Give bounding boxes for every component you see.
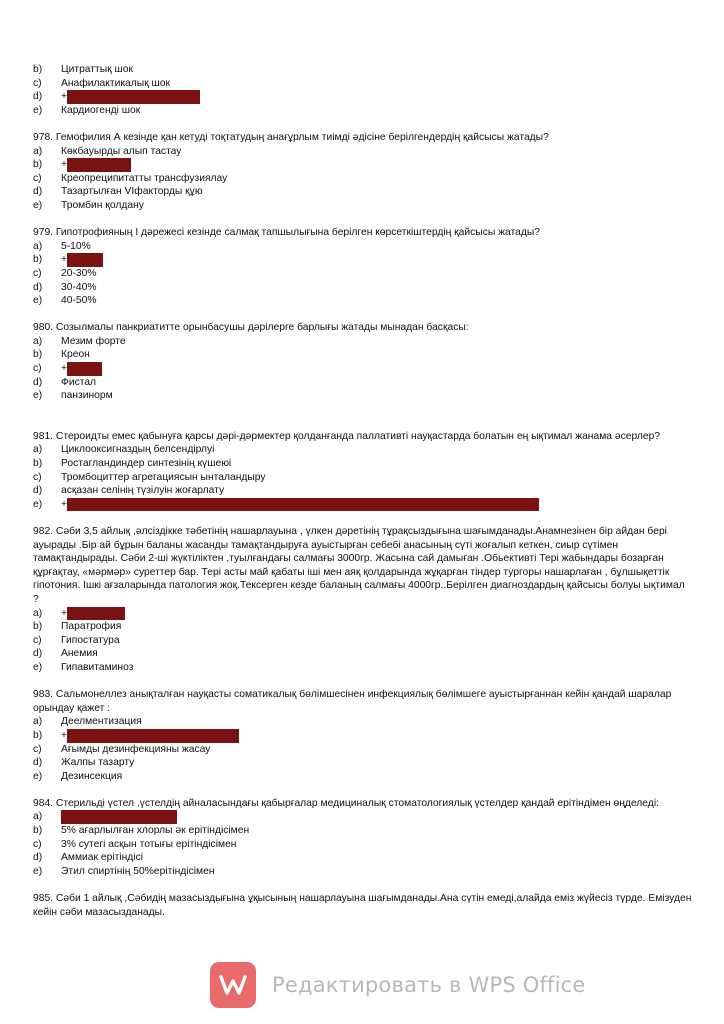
- option-label: b): [33, 349, 43, 361]
- option-row: [33, 199, 693, 213]
- option-label: e): [33, 498, 43, 510]
- correct-answer-highlight: Пепсин: [67, 363, 103, 375]
- option-row: [33, 362, 693, 376]
- option-row: [33, 634, 693, 648]
- option-text: Деелментизация: [61, 716, 142, 728]
- option-row: [33, 457, 693, 471]
- option-label: d): [33, 91, 43, 103]
- option-label: b): [33, 159, 43, 171]
- question-985: [33, 892, 693, 919]
- option-label: e): [33, 865, 43, 877]
- option-text: 20-30%: [61, 267, 97, 279]
- option-row: [33, 240, 693, 254]
- option-label: a): [33, 145, 43, 157]
- option-row: [33, 335, 693, 349]
- option-row: [33, 471, 693, 485]
- option-label: a): [33, 240, 43, 252]
- option-row: [33, 185, 693, 199]
- option-row: [33, 348, 693, 362]
- question-980: [33, 321, 693, 403]
- option-label: c): [33, 363, 42, 375]
- option-label: e): [33, 199, 43, 211]
- question-977-tail: [33, 63, 693, 117]
- question-text: 979. Гипотрофияның І дәрежесі кезінде салмақ тапшылығына берілген көрсеткіштердің қайсысы жатады?: [33, 227, 540, 239]
- option-text: асқазан селінің түзілуін жоғарлату: [61, 485, 225, 497]
- option-text: +: [61, 498, 68, 510]
- option-text: 40-50%: [61, 295, 97, 307]
- option-row: [33, 770, 693, 784]
- option-label: c): [33, 634, 42, 646]
- wps-logo-icon[interactable]: [210, 962, 256, 1008]
- option-label: e): [33, 770, 43, 782]
- option-text: +: [61, 729, 68, 741]
- option-text: Фистал: [61, 376, 97, 388]
- option-row: [33, 376, 693, 390]
- question-text: 984. Стерильді үстел ,үстелдің айналасындағы қабырғалар медициналық стоматологиялық үстелдер қандай ерітіндімен өңделеді:: [33, 797, 659, 809]
- option-row: [33, 715, 693, 729]
- option-row: [33, 661, 693, 675]
- question-text: 985. Сәби 1 айлық ,Сәбидің мазасыздығына ұқысының нашарлауына шағымданады.Ана сүтін емеді,алайда еміз жүйесіз түрде. Емізуден кейін сәби мазасызданады.: [33, 893, 692, 918]
- option-row: [33, 743, 693, 757]
- option-text: Көкбауырды алып тастау: [61, 145, 182, 157]
- option-label: d): [33, 852, 43, 864]
- option-label: e): [33, 104, 43, 116]
- option-row: [33, 443, 693, 457]
- question-979: [33, 226, 693, 308]
- option-row: [33, 389, 693, 403]
- question-978: [33, 131, 693, 213]
- option-text: Гипавитаминоз: [61, 661, 134, 673]
- option-label: d): [33, 485, 43, 497]
- option-text: Этил спиртінің 50%ерітіндісімен: [61, 865, 215, 877]
- option-text: Дезинсекция: [61, 770, 123, 782]
- option-row: [33, 172, 693, 186]
- correct-answer-highlight: Қан құйудан кейінгі реакция: [67, 91, 200, 103]
- option-text: +: [61, 363, 68, 375]
- option-label: b): [33, 621, 43, 633]
- option-text: Тазартылған VIфакторды құю: [61, 186, 203, 198]
- correct-answer-highlight: 10-20%: [67, 254, 103, 266]
- option-label: e): [33, 295, 43, 307]
- document-page: [33, 63, 693, 933]
- option-row: [33, 729, 693, 743]
- option-row: [33, 838, 693, 852]
- option-row: [33, 281, 693, 295]
- option-label: d): [33, 376, 43, 388]
- option-text: Тромбоциттер агрегациясын ынталандыру: [61, 471, 266, 483]
- option-text: +: [61, 91, 68, 103]
- option-row: [33, 865, 693, 879]
- option-row: [33, 77, 693, 91]
- option-text: +: [61, 607, 68, 619]
- option-label: d): [33, 757, 43, 769]
- option-label: b): [33, 254, 43, 266]
- option-row: [33, 63, 693, 77]
- question-981: [33, 430, 693, 512]
- question-983: [33, 688, 693, 783]
- option-label: a): [33, 444, 43, 456]
- option-label: c): [33, 471, 42, 483]
- option-label: d): [33, 186, 43, 198]
- option-row: [33, 253, 693, 267]
- option-text: 30-40%: [61, 281, 97, 293]
- wps-edit-banner[interactable]: [210, 962, 586, 1008]
- option-label: c): [33, 838, 42, 850]
- option-text: Анемия: [61, 648, 98, 660]
- option-label: c): [33, 743, 42, 755]
- question-text: 980. Созылмалы панкриатитте орынбасушы дәрілерге барлығы жатады мынадан басқасы:: [33, 322, 469, 334]
- option-row: [33, 267, 693, 281]
- option-text: панзинорм: [61, 390, 113, 402]
- correct-answer-highlight: Аминокапрон: [67, 159, 132, 171]
- option-label: c): [33, 77, 42, 89]
- option-row: [33, 756, 693, 770]
- option-row: [33, 824, 693, 838]
- option-row: [33, 484, 693, 498]
- wps-w-glyph: [218, 970, 248, 1000]
- option-label: a): [33, 607, 43, 619]
- option-text: +: [61, 159, 68, 171]
- question-text: 983. Сальмонеллез анықталған науқасты соматикалық бөлімшесінен инфекциялық бөлімшеге ауыстырғаннан кейін қандай шаралар орындау қажет :: [33, 689, 672, 714]
- option-label: b): [33, 458, 43, 470]
- option-text: 5% ағарлылған хлорлы әк ерітіндісімен: [61, 825, 250, 837]
- option-label: d): [33, 648, 43, 660]
- correct-answer-highlight: Қорытынды дезинфекцияны жүргізу: [67, 729, 240, 741]
- question-982: [33, 525, 693, 675]
- option-row: [33, 647, 693, 661]
- option-row: [33, 620, 693, 634]
- option-row: [33, 851, 693, 865]
- option-text: 3% сутегі асқын тотығы ерітіндісімен: [61, 838, 237, 850]
- option-text: Креопреципитатты трансфузиялау: [61, 172, 228, 184]
- option-label: c): [33, 267, 42, 279]
- correct-answer-highlight: +1% хлорамин ерітіндісі: [61, 811, 177, 823]
- option-label: b): [33, 729, 43, 741]
- option-label: d): [33, 281, 43, 293]
- option-text: Анафилактикалық шок: [61, 77, 171, 89]
- option-row: [33, 498, 693, 512]
- option-text: Цитраттық шок: [61, 64, 134, 75]
- option-row: [33, 810, 693, 824]
- option-row: [33, 90, 693, 104]
- option-label: e): [33, 661, 43, 673]
- correct-answer-highlight: Гипотрофия: [67, 607, 125, 619]
- option-text: Циклооксигназдың белсендірлуі: [61, 444, 215, 456]
- option-text: +: [61, 254, 68, 266]
- wps-edit-label[interactable]: Редактировать в WPS Office: [272, 973, 586, 997]
- question-text: 982. Сәби 3,5 айлық ,әлсіздікке тәбетінің нашарлауына , үлкен дәретінің тұрақсыздығына шағымданады.Анамнезінен бір айдан бері ауырады .Бір ай бұрын баланы жасанды тамақтандыруға ауыстырған себебі анасының сүті жоғалып кеткен, сиыр сүтімен тамақтандырады. Сәби 2-ші жүктіліктен ,туылғандағы салмағы 3000гр. Жасына сай дамыған .Обьективті Тері жабындары бозарған құрғақтау, «мәрмәр» суреттер бар. Тері асты май қабаты іші мен аяқ қолдарында жұқарған тіндер тургоры нашарлаған , бұлшықеттік гіпотония. Ішкі ағзаларында патология жоқ.Тексерген кезде баланың салмағы 4000гр..Берілген диагноздардың қайсысы болуы ықтимал ?: [33, 526, 685, 605]
- option-label: b): [33, 825, 43, 837]
- option-row: [33, 145, 693, 159]
- option-text: Мезим форте: [61, 335, 126, 347]
- option-row: [33, 607, 693, 621]
- option-text: Паратрофия: [61, 621, 122, 633]
- option-row: [33, 158, 693, 172]
- option-label: b): [33, 64, 43, 75]
- question-984: [33, 797, 693, 879]
- option-label: a): [33, 335, 43, 347]
- option-text: Аммиак ерітіндісі: [61, 852, 144, 864]
- option-label: a): [33, 716, 43, 728]
- option-text: Гипостатура: [61, 634, 120, 646]
- option-text: Тромбин қолдану: [61, 199, 144, 211]
- option-text: 5-10%: [61, 240, 91, 252]
- option-label: e): [33, 390, 43, 402]
- option-row: [33, 294, 693, 308]
- option-text: Ростагландиндер синтезінің күшеюі: [61, 458, 232, 470]
- option-text: Ағымды дезинфекцияны жасау: [61, 743, 211, 755]
- option-row: [33, 104, 693, 118]
- option-text: Кардиогенді шок: [61, 104, 141, 116]
- option-text: Жалпы тазарту: [61, 757, 135, 769]
- question-text: 981. Стероидты емес қабынуға қарсы дәрі-дәрмектер қолданғанда паллативті науқастарда болатын ең ықтимал жанама әсерлер?: [33, 430, 661, 442]
- question-text: 978. Гемофилия А кезінде қан кетуді тоқтатудың анағұрлым тиімді әдісіне берілгендердің қайсысы жатады?: [33, 131, 549, 143]
- correct-answer-highlight: Эпителиалды пролиферацияның төмендеуі , асқорту жолының шырышты қабатының зақымдалуы: [67, 498, 539, 510]
- option-label: a): [33, 811, 43, 823]
- option-text: Креон: [61, 349, 90, 361]
- option-label: c): [33, 172, 42, 184]
